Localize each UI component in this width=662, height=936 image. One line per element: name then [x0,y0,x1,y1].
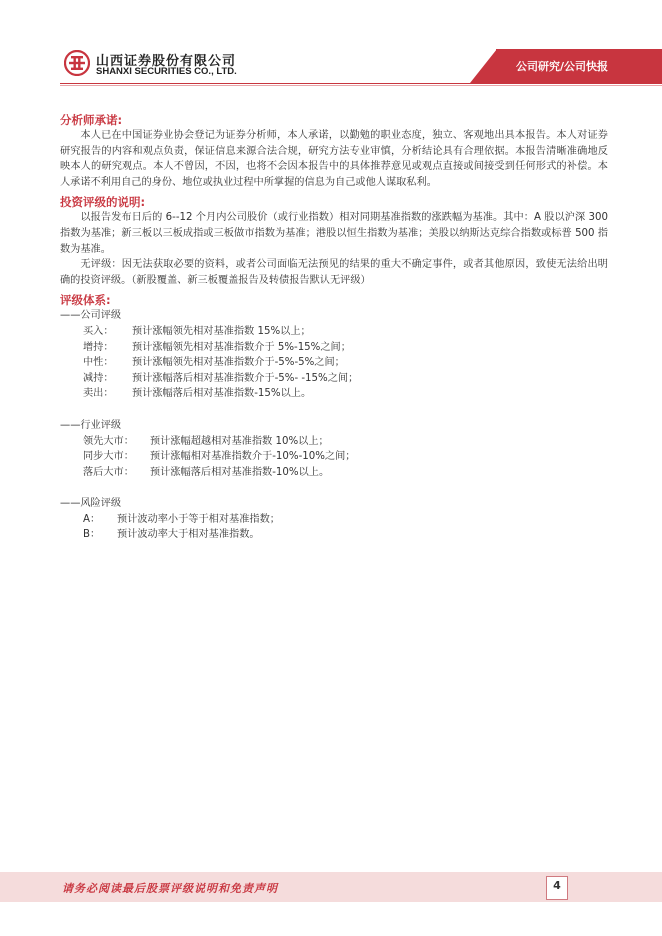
rating-row-overweight [60,340,608,356]
rating-name: A： [83,513,101,525]
rating-row-risk-a [60,512,608,528]
industry-rating-list [60,434,608,481]
rating-name: 增持： [83,341,114,353]
rating-name: 同步大市： [83,451,134,463]
report-type-label: 公司研究/公司快报 [515,60,608,73]
rating-desc: 预计涨幅领先相对基准指数介于-5%-5%之间； [132,357,345,369]
rating-row-underperform [60,465,608,481]
risk-rating-list [60,512,608,543]
analyst-commitment-text: 本人已在中国证券业协会登记为证券分析师，本人承诺，以勤勉的职业态度，独立、客观地出具本报告。本人对证券研究报告的内容和观点负责，保证信息来源合法合规，研究方法专业审慎，分析结论具有合理依据。本报告清晰准确地反映本人的研究观点。本人不曾因，不因，也将不会因本报告中的具体推荐意见或观点直接或间接受到任何形式的补偿。本人承诺不利用自己的身份、地位或执业过程中所掌握的信息为自己或他人谋取私利。 [60,130,608,188]
rating-description-text: 以报告发布日后的 6--12 个月内公司股价（或行业指数）相对同期基准指数的涨跌幅为基准。其中：A 股以沪深 300 指数为基准；新三板以三板成指或三板做市指数为基准；港股以恒生指数为基准；美股以纳斯达克综合指数或标普 500 指数为基准。 [60,212,608,255]
shanxi-securities-logo-icon [64,50,90,76]
rating-desc: 预计涨幅落后相对基准指数-10%以上。 [150,466,330,478]
rating-name: 落后大市： [83,466,134,478]
risk-rating-label: ——风险评级 [60,498,122,510]
company-name-cn: 山西证券股份有限公司 [96,54,237,69]
rating-description-title: 投资评级的说明: [60,195,146,210]
rating-row-inline [60,449,608,465]
rating-row-outperform [60,434,608,450]
footer-disclaimer: 请务必阅读最后股票评级说明和免责声明 [62,882,278,895]
header-band-notch [470,49,497,83]
rating-desc: 预计波动率小于等于相对基准指数； [117,513,280,525]
rating-row-neutral [60,355,608,371]
main-content [60,112,608,543]
analyst-commitment-title: 分析师承诺: [60,113,123,127]
no-rating-text: 无评级：因无法获取必要的资料，或者公司面临无法预见的结果的重大不确定事件，或者其他原因，致使无法给出明确的投资评级。（新股覆盖、新三板覆盖报告及转债报告默认无评级） [60,259,608,286]
header-divider [60,83,662,84]
rating-system-title: 评级体系: [60,293,111,308]
rating-desc: 预计涨幅领先相对基准指数介于 5%-15%之间； [132,341,351,353]
company-name-en: SHANXI SECURITIES CO., LTD. [96,66,237,77]
company-rating-list [60,324,608,402]
rating-name: B： [83,529,101,541]
page-header [0,0,662,90]
rating-desc: 预计波动率大于相对基准指数。 [117,529,260,541]
rating-name: 卖出： [83,388,114,400]
rating-name: 中性： [83,357,114,369]
rating-row-underweight [60,371,608,387]
company-rating-label: ——公司评级 [60,310,122,322]
rating-row-risk-b [60,527,608,543]
rating-row-buy [60,324,608,340]
header-divider-secondary [60,85,662,86]
rating-name: 买入： [83,325,114,337]
rating-row-sell [60,386,608,402]
rating-desc: 预计涨幅超越相对基准指数 10%以上； [150,435,329,447]
rating-desc: 预计涨幅落后相对基准指数介于-5%- -15%之间； [132,372,359,384]
page-number: 4 [553,879,561,892]
rating-desc: 预计涨幅相对基准指数介于-10%-10%之间； [150,451,356,463]
rating-name: 减持： [83,372,114,384]
industry-rating-label: ——行业评级 [60,419,122,431]
rating-desc: 预计涨幅领先相对基准指数 15%以上； [132,325,311,337]
rating-name: 领先大市： [83,435,134,447]
rating-desc: 预计涨幅落后相对基准指数-15%以上。 [132,388,312,400]
